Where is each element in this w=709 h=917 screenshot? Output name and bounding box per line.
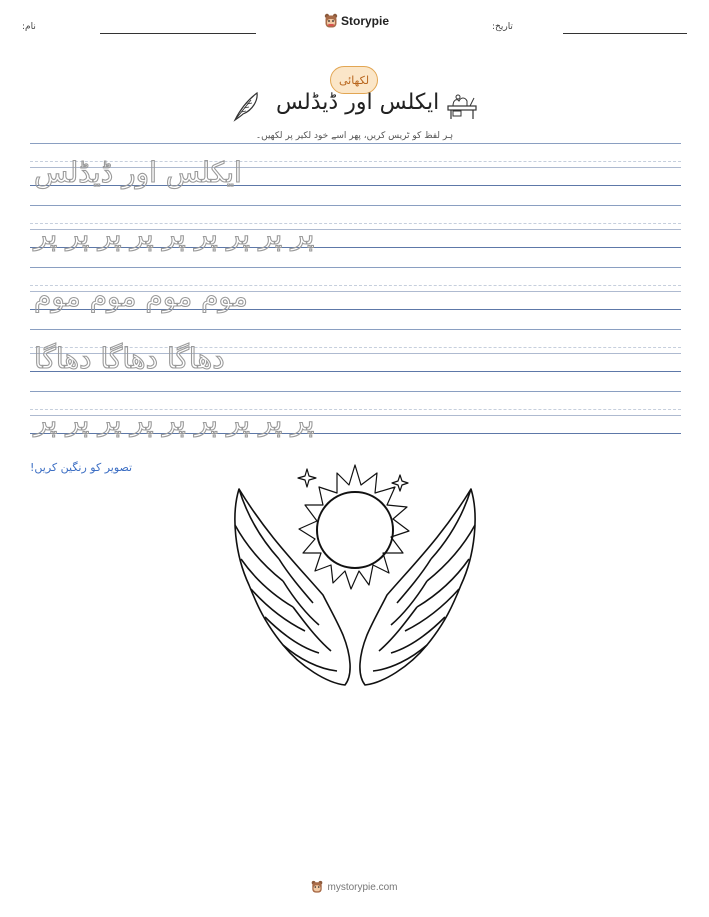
name-field-line[interactable] — [100, 33, 256, 34]
desk-icon — [445, 92, 479, 120]
practice-row[interactable] — [30, 391, 681, 453]
trace-text: موم موم موم موم — [34, 280, 248, 313]
brand-logo — [324, 13, 389, 29]
winged-sun-illustration — [227, 455, 483, 690]
tracing-practice — [30, 143, 681, 453]
practice-row[interactable] — [30, 143, 681, 205]
practice-row[interactable] — [30, 205, 681, 267]
storypie-bear-icon — [324, 13, 338, 29]
brand-name: Storypie — [341, 14, 390, 28]
date-label: تاریخ: — [492, 22, 513, 32]
page-title: ایکلس اور ڈیڈلس — [276, 90, 440, 115]
title-row — [0, 90, 709, 126]
footer-site-link[interactable]: mystorypie.com — [327, 881, 398, 893]
guide-line-top — [30, 143, 681, 144]
trace-text: پر پر پر پر پر پر پر پر پر — [34, 218, 315, 251]
guide-line-top — [30, 267, 681, 268]
category-badge: لکھائی — [330, 66, 378, 94]
guide-line-top — [30, 205, 681, 206]
name-label: نام: — [22, 22, 36, 32]
worksheet-header — [0, 0, 709, 50]
guide-line-top — [30, 391, 681, 392]
trace-text: ایکلس اور ڈیڈلس — [34, 156, 242, 189]
coloring-prompt: تصویر کو رنگین کریں! — [30, 461, 133, 474]
footer — [0, 880, 709, 894]
trace-text: دھاگا دھاگا دھاگا — [34, 342, 225, 375]
practice-row[interactable] — [30, 329, 681, 391]
guide-line-top — [30, 329, 681, 330]
date-field-line[interactable] — [563, 33, 687, 34]
practice-row[interactable] — [30, 267, 681, 329]
storypie-bear-icon — [311, 880, 323, 894]
instructions-text: ہر لفظ کو ٹریس کریں، پھر اسے خود لکیر پر لکھیں۔ — [255, 131, 454, 141]
feather-icon — [231, 90, 261, 122]
trace-text: پر پر پر پر پر پر پر پر پر — [34, 404, 315, 437]
